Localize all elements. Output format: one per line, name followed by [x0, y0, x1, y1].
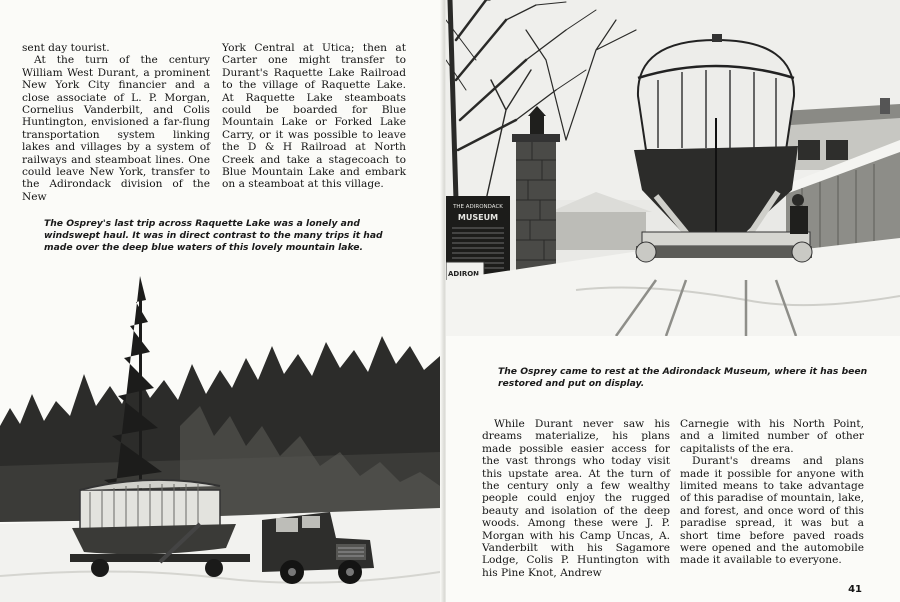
right-page — [446, 0, 900, 602]
osprey-museum-photo — [446, 0, 900, 336]
small-sign-text: ADIRON — [448, 270, 480, 278]
osprey-truck-photo — [0, 276, 440, 602]
photo-caption: The Osprey's last trip across Raquette Lake was a lonely and windswept haul. It was in direct contrast to the many trips it had made over the deep blue waters of this lovely mountain lake. — [44, 218, 383, 253]
left-text-column-2 — [222, 42, 406, 191]
museum-sign-line2: MUSEUM — [457, 213, 499, 222]
museum-sign-line1: THE ADIRONDACK — [453, 204, 503, 210]
left-text-column-1 — [22, 42, 210, 203]
right-text-column-2 — [680, 418, 864, 567]
page-number: 41 — [848, 584, 862, 595]
paragraph: sent day tourist. — [22, 42, 110, 54]
paragraph: While Durant never saw his dreams materialize, his plans made possible easier access for the vast throngs who today visit this upstate area. At the turn of the century only a few wealthy people could enjoy the rugged beauty and isolation of the deep woods. Among these were J. P. Morgan with his Camp Uncas, A. Vanderbilt with his Sagamore Lodge, Colis P. Huntington with his Pine Knot, Andrew — [482, 418, 670, 579]
paragraph: York Central at Utica; then at Carter one might transfer to Durant's Raquette Lake Railroad to the village of Raquette Lake. At Raquette Lake steamboats could be boarded for Blue Mountain Lake or Forked Lake Carry, or it was possible to leave the D & H Railroad at North Creek and take a stagecoach to Blue Mountain Lake and embark on a steamboat at this village. — [222, 42, 406, 191]
right-text-column-1 — [482, 418, 670, 579]
left-page — [0, 0, 446, 602]
paragraph: Durant's dreams and plans made it possible for anyone with limited means to take advantage of this paradise of mountain, lake, and forest, and once word of this paradise spread, it was but a short time before paved roads were opened and the automobile made it available to everyone. — [680, 455, 864, 567]
photo-caption-right: The Osprey came to rest at the Adirondack Museum, where it has been restored and put on display. — [498, 366, 868, 389]
paragraph: Carnegie with his North Point, and a limited number of other capitalists of the era. — [680, 418, 864, 455]
paragraph: At the turn of the century William West Durant, a prominent New York City financier and a close associate of L. P. Morgan, Cornelius Vanderbilt, and Colis Huntington, envisioned a far-flung transportation system linking lakes and villages by a system of railways and steamboat lines. One could leave New York, transfer to the Adirondack division of the New — [22, 54, 210, 203]
